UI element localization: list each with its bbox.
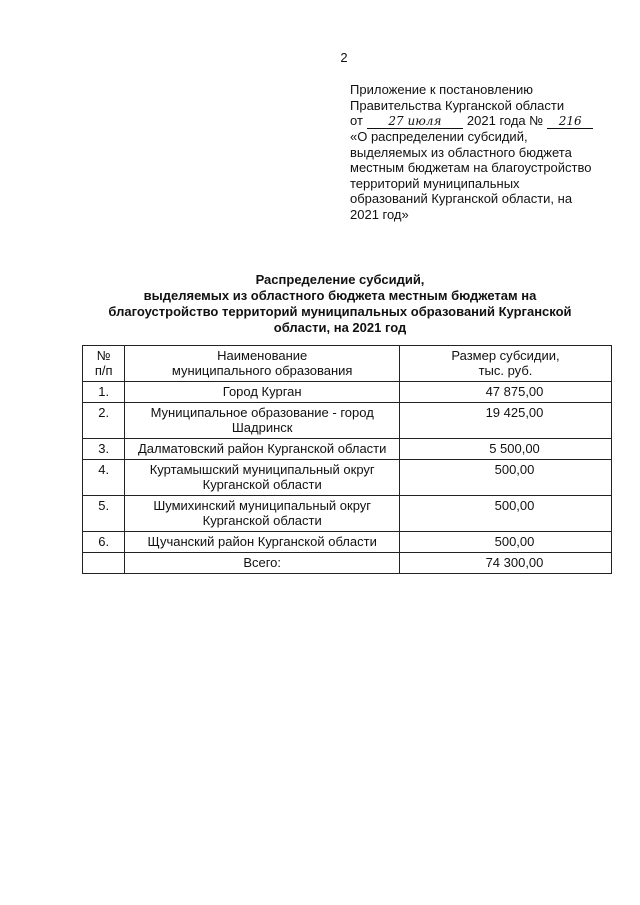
title-line: Распределение субсидий,	[255, 272, 425, 287]
total-label: Всего:	[125, 553, 400, 574]
amount-value: 500,00	[494, 534, 535, 549]
row-name: Шумихинский муниципальный округ Курганской области	[125, 496, 400, 532]
row-amount	[399, 439, 611, 460]
appendix-date-line	[350, 113, 620, 129]
handwritten-number: 216	[547, 115, 593, 129]
header-num	[83, 346, 125, 382]
table-header-row	[83, 346, 612, 382]
row-amount	[399, 496, 611, 532]
from-label: от	[350, 113, 363, 128]
header-name-line: Наименование	[217, 348, 308, 363]
table-row	[83, 532, 612, 553]
header-name-line: муниципального образования	[171, 363, 353, 378]
title-line: выделяемых из областного бюджета местным бюджетам на	[143, 288, 537, 303]
title-line: благоустройство территорий муниципальных образований Курганской	[108, 304, 572, 319]
row-amount	[399, 532, 611, 553]
document-title	[80, 272, 600, 336]
resolution-title-line: выделяемых из областного бюджета	[350, 144, 572, 160]
table-total-row	[83, 553, 612, 574]
title-line: области, на 2021 год	[273, 320, 407, 335]
resolution-title-line: «О распределении субсидий,	[350, 129, 528, 144]
table-row	[83, 439, 612, 460]
total-amount-value: 74 300,00	[485, 555, 544, 570]
row-name: Куртамышский муниципальный округ Курганской области	[125, 460, 400, 496]
total-num-empty	[83, 553, 125, 574]
header-num-line: п/п	[94, 363, 113, 378]
resolution-title-line: местным бюджетам на благоустройство	[350, 160, 592, 175]
amount-value: 500,00	[494, 498, 535, 513]
header-amount-line: Размер субсидии,	[451, 348, 560, 363]
appendix-line-2: Правительства Курганской области	[350, 97, 565, 113]
row-name: Щучанский район Курганской области	[125, 532, 400, 553]
row-num: 1.	[83, 382, 125, 403]
header-name	[125, 346, 400, 382]
appendix-block	[350, 82, 620, 222]
resolution-title-line: образований Курганской области, на	[350, 191, 573, 206]
row-num: 5.	[83, 496, 125, 532]
header-num-line: №	[96, 348, 111, 363]
amount-value: 500,00	[494, 462, 535, 477]
row-num: 6.	[83, 532, 125, 553]
row-amount	[399, 460, 611, 496]
amount-value: 47 875,00	[485, 384, 544, 399]
row-name: Город Курган	[125, 382, 400, 403]
row-name: Муниципальное образование - город Шадринск	[125, 403, 400, 439]
handwritten-date: 27 июля	[367, 115, 463, 129]
year-text: 2021 года №	[466, 113, 544, 128]
total-amount	[399, 553, 611, 574]
resolution-title-line: 2021 год»	[350, 206, 409, 222]
row-amount	[399, 382, 611, 403]
header-amount	[399, 346, 611, 382]
table-row	[83, 496, 612, 532]
appendix-line-1: Приложение к постановлению	[350, 82, 533, 97]
page-number: 2	[340, 50, 348, 65]
subsidies-table	[82, 345, 612, 574]
table-row	[83, 403, 612, 439]
row-num: 3.	[83, 439, 125, 460]
table-row	[83, 382, 612, 403]
row-num: 4.	[83, 460, 125, 496]
row-num: 2.	[83, 403, 125, 439]
row-amount	[399, 403, 611, 439]
table-row	[83, 460, 612, 496]
amount-value: 5 500,00	[489, 441, 540, 456]
header-amount-line: тыс. руб.	[478, 363, 533, 378]
resolution-title-line: территорий муниципальных	[350, 175, 520, 191]
row-name: Далматовский район Курганской области	[125, 439, 400, 460]
amount-value: 19 425,00	[485, 405, 544, 420]
